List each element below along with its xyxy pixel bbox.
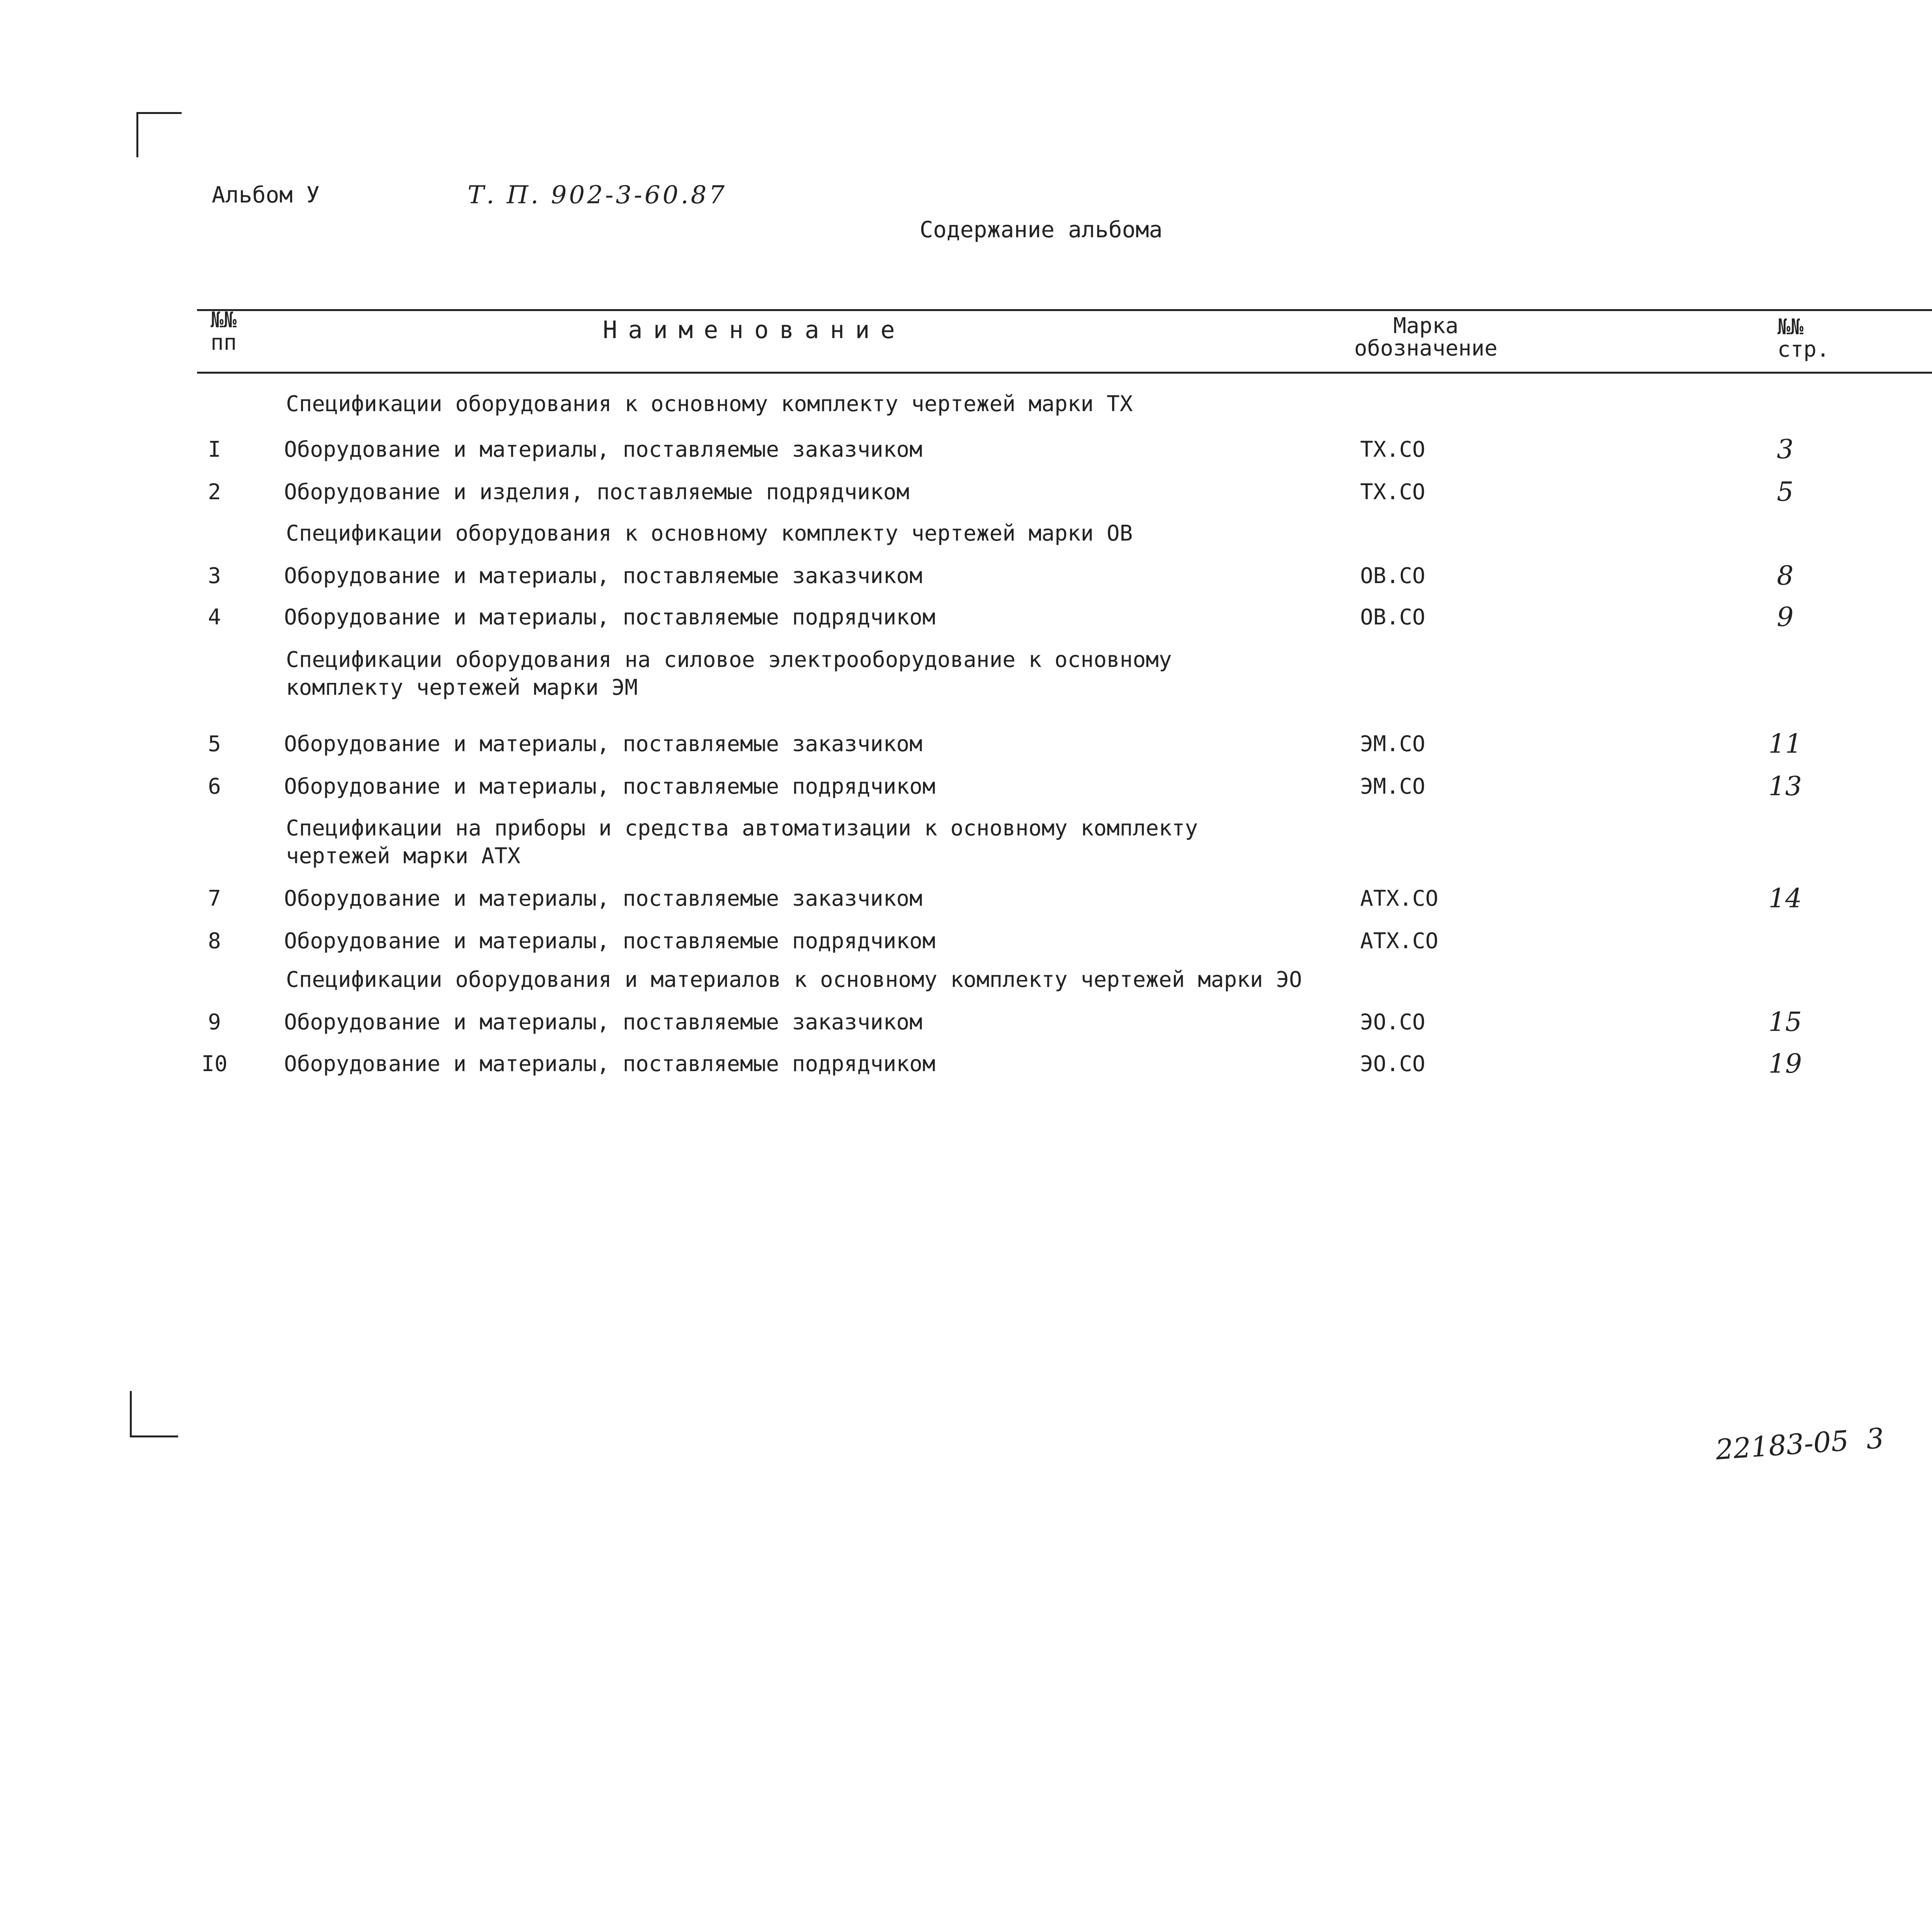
column-header-mark [1349,315,1503,360]
row-page-number: 8 [1747,562,1824,1932]
name-line: Оборудование и материалы, поставляемые подрядчиком [284,774,935,799]
row-mark: ЭО.СО [1360,1051,1425,1077]
row-name [284,1009,922,1036]
section-heading [286,646,1172,702]
section-heading [286,815,1198,870]
row-page-number: 3 [1747,436,1824,1932]
column-header-name: Наименование [603,316,906,344]
row-page-number: 19 [1747,1050,1824,1932]
row-number: I0 [201,1051,228,1077]
section-heading [286,390,1133,418]
name-line: Спецификации оборудования на силовое электрооборудование к основному [286,647,1172,672]
row-mark: ОВ.СО [1360,563,1425,588]
row-name [284,1050,935,1078]
column-header-num-line2: пп [211,330,237,355]
column-header-num-line1: №№ [211,308,237,333]
row-number: 7 [208,886,221,911]
row-name [284,604,935,631]
row-mark: АТХ.СО [1360,929,1439,954]
row-name [284,436,922,464]
page-title: Содержание альбома [920,216,1163,243]
row-number: 3 [208,563,221,588]
name-line: чертежей марки АТХ [286,844,520,869]
row-name [284,562,922,590]
row-mark: ЭМ.СО [1360,731,1425,757]
row-name [284,773,935,801]
name-line: Оборудование и материалы, поставляемые заказчиком [284,437,923,462]
row-number: 2 [208,480,221,505]
row-number: 4 [208,605,221,630]
name-line: Оборудование и материалы, поставляемые заказчиком [284,731,923,757]
name-line: Спецификации оборудования и материалов к основному комплекту чертежей марки ЭО [286,967,1302,992]
row-number: I [208,437,221,462]
name-line: Оборудование и материалы, поставляемые подрядчиком [284,929,935,954]
row-page-number: 5 [1747,478,1824,1932]
name-line: Спецификации оборудования к основному комплекту чертежей марки ТХ [286,391,1133,417]
row-mark: ТХ.СО [1360,480,1425,505]
section-heading [286,966,1302,994]
row-page-number: 14 [1747,885,1824,1932]
name-line: Оборудование и материалы, поставляемые заказчиком [284,1010,923,1035]
row-mark: ОВ.СО [1360,605,1425,630]
corner-mark-top-left [136,112,182,157]
table-header-rule [197,372,1932,374]
row-page-number: 13 [1747,773,1824,1932]
column-header-page-line2: стр. [1777,337,1830,362]
row-number: 6 [208,774,221,799]
album-label: Альбом У [212,182,320,208]
row-name [284,730,922,758]
project-code: Т. П. 902-3-60.87 [468,181,727,209]
name-line: Оборудование и материалы, поставляемые подрядчиком [284,605,935,630]
name-line: Оборудование и материалы, поставляемые заказчиком [284,886,923,911]
name-line: комплекту чертежей марки ЭМ [286,675,638,700]
name-line: Оборудование и материалы, поставляемые подрядчиком [284,1051,935,1077]
column-header-page-line1: №№ [1777,315,1804,340]
row-name [284,478,909,506]
table-top-rule [197,309,1932,311]
name-line: Спецификации на приборы и средства автоматизации к основному комплекту [286,816,1198,841]
row-name [284,927,935,955]
name-line: Спецификации оборудования к основному комплекту чертежей марки ОВ [286,521,1133,546]
row-number: 9 [208,1010,221,1035]
name-line: Оборудование и изделия, поставляемые подрядчиком [284,480,910,505]
row-mark: ЭО.СО [1360,1010,1425,1035]
column-header-mark-line1: Марка [1393,313,1459,338]
archive-number [1714,1422,1885,1466]
column-header-mark-line2: обозначение [1354,336,1498,361]
archive-number-code: 22183-05 [1714,1424,1850,1466]
row-number: 8 [208,929,221,954]
row-mark: ЭМ.СО [1360,774,1425,799]
row-page-number: 11 [1747,730,1824,1932]
archive-sheet-number: 3 [1865,1422,1885,1456]
corner-mark-bottom-left [130,1391,178,1437]
row-page-number: 15 [1747,1009,1824,1932]
row-name [284,885,922,913]
column-header-page [1777,316,1830,361]
section-heading [286,520,1133,548]
name-line: Оборудование и материалы, поставляемые заказчиком [284,563,923,588]
row-page-number: 9 [1747,604,1824,1932]
row-mark: ТХ.СО [1360,437,1425,462]
column-header-num [211,309,236,354]
row-number: 5 [208,731,221,757]
row-mark: АТХ.СО [1360,886,1439,911]
